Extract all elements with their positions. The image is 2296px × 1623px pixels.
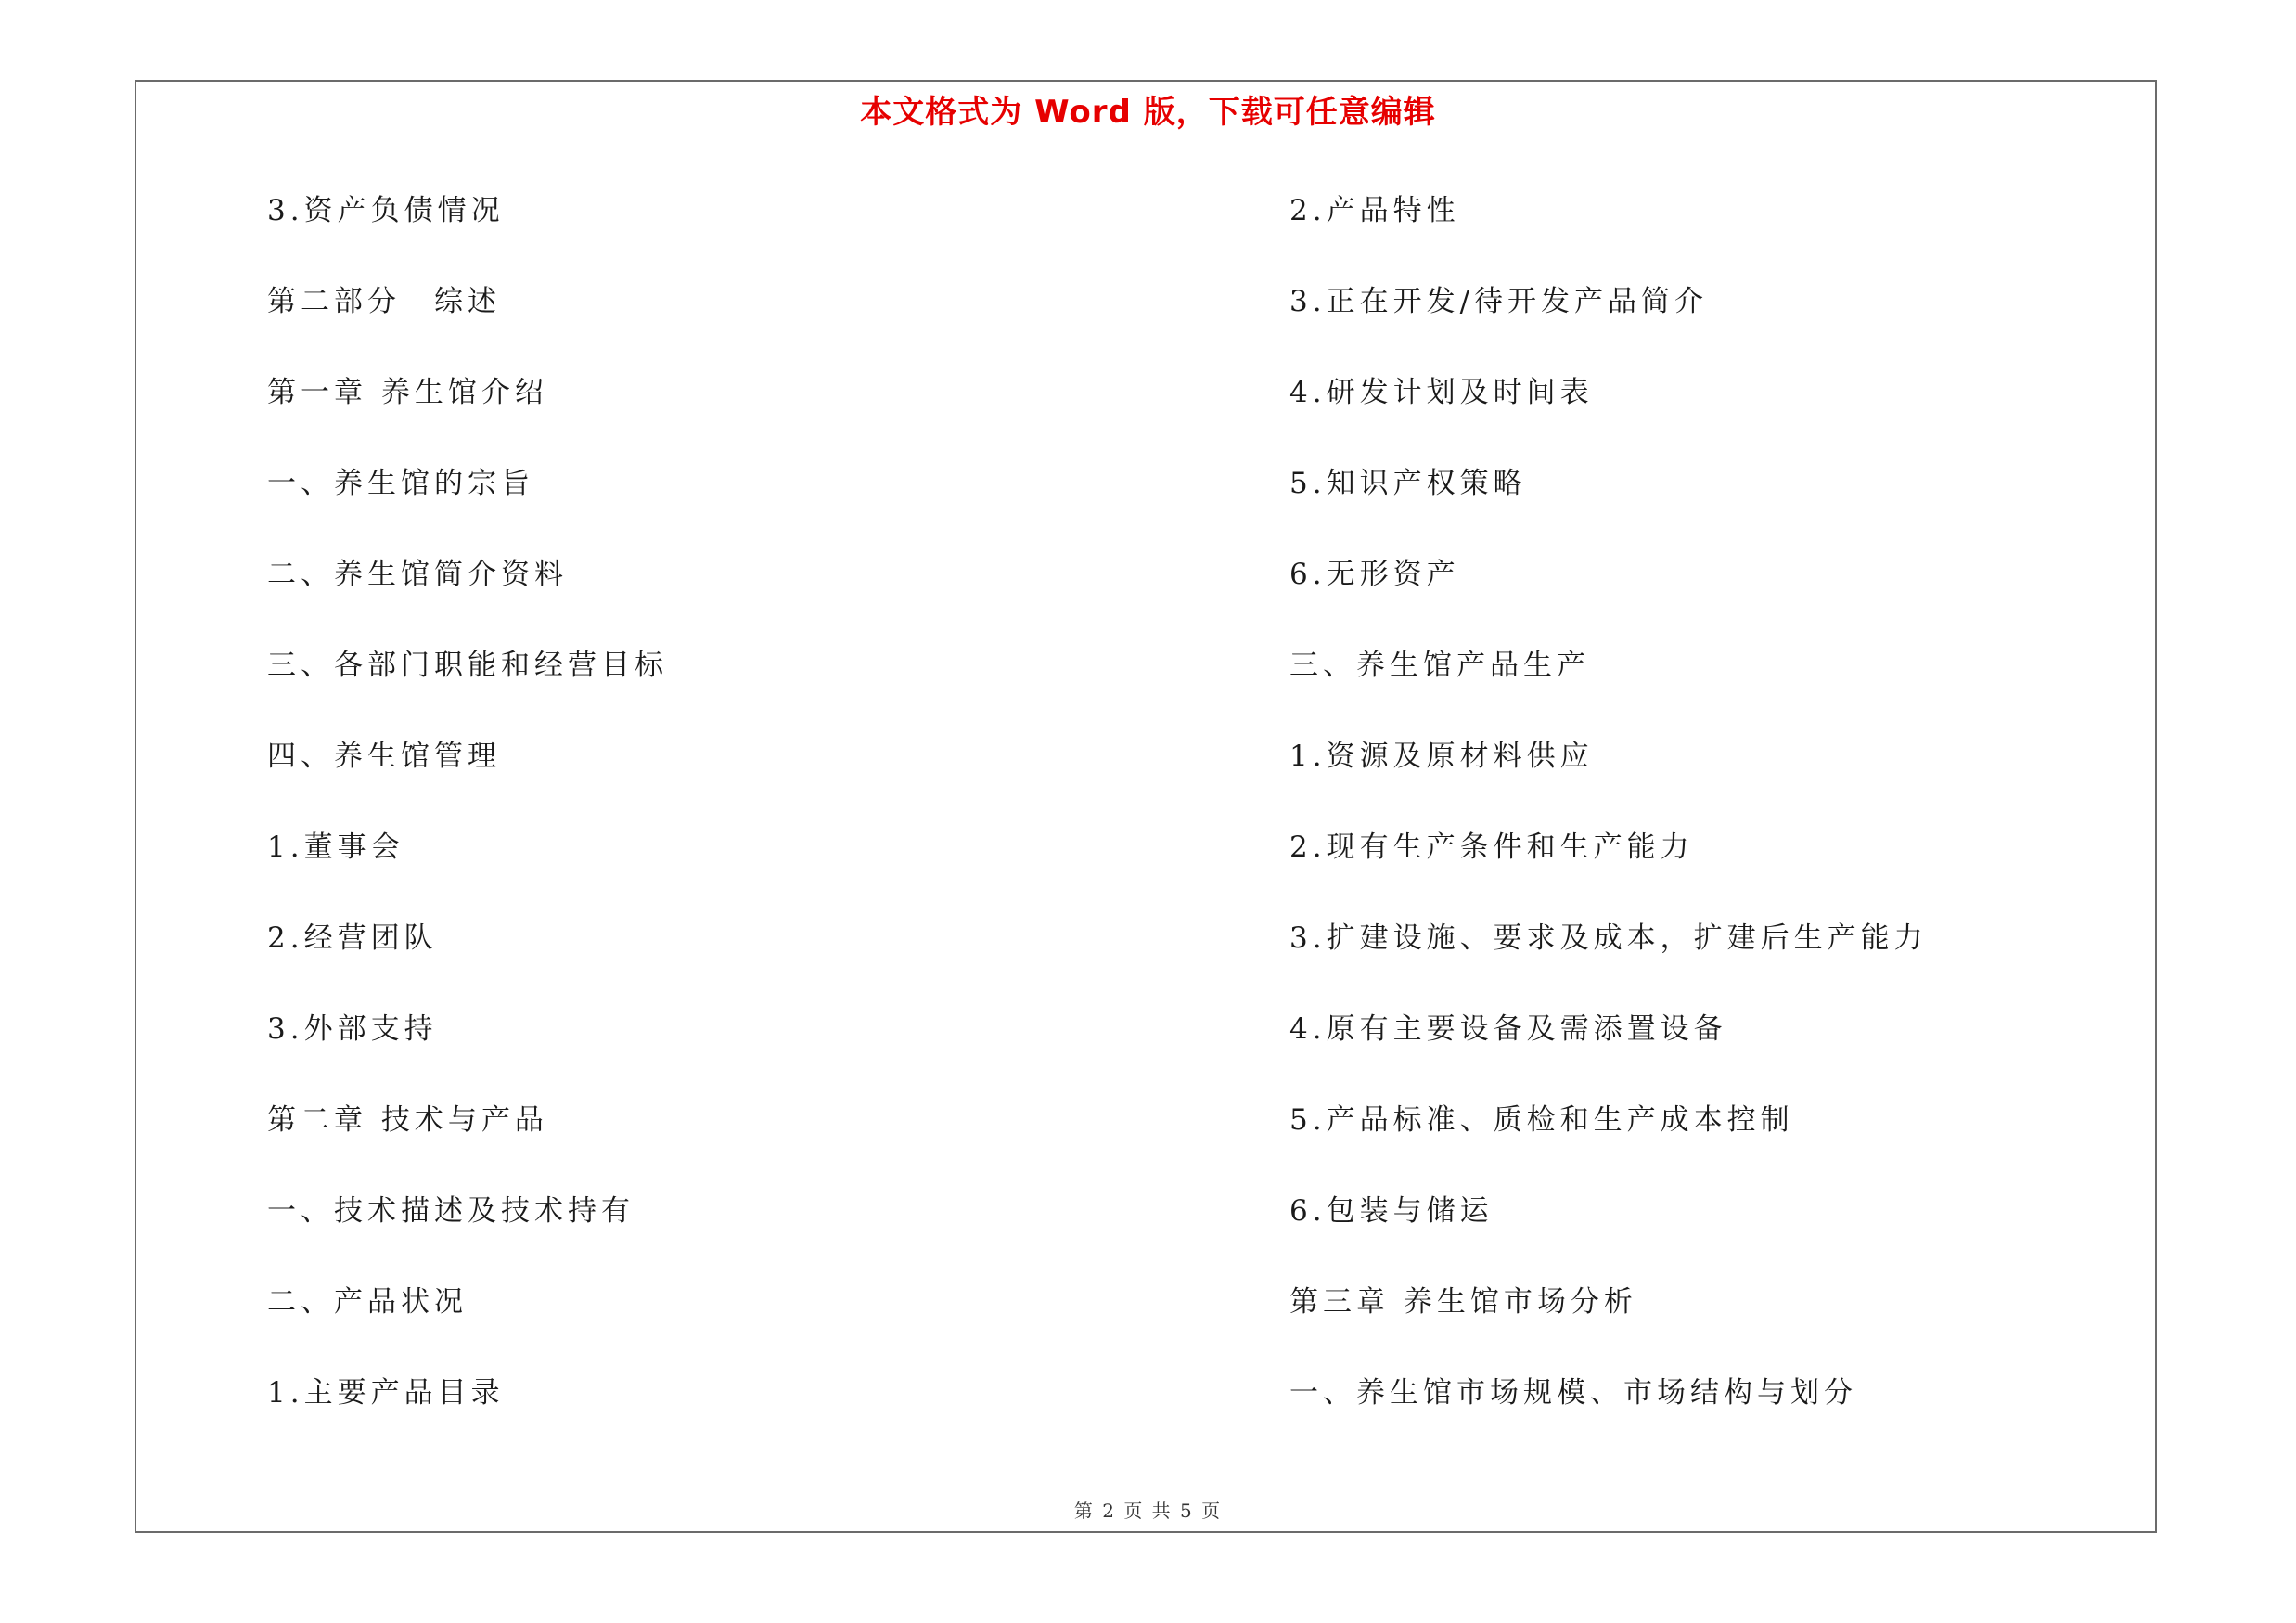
toc-entry: 一、养生馆的宗旨 [267, 467, 534, 500]
toc-entry: 二、养生馆简介资料 [267, 558, 568, 591]
toc-entry: 4.原有主要设备及需添置设备 [1289, 1012, 1727, 1046]
toc-left-column [267, 186, 668, 1459]
toc-entry: 四、养生馆管理 [267, 740, 501, 773]
toc-entry: 一、技术描述及技术持有 [267, 1194, 635, 1228]
toc-entry: 第二部分 综述 [267, 285, 501, 318]
toc-entry: 5.知识产权策略 [1289, 467, 1527, 500]
toc-entry: 2.经营团队 [267, 921, 438, 955]
toc-entry: 3.扩建设施、要求及成本，扩建后生产能力 [1289, 921, 1928, 955]
toc-entry: 3.外部支持 [267, 1012, 438, 1046]
toc-entry: 2.现有生产条件和生产能力 [1289, 831, 1694, 864]
toc-entry: 第二章 技术与产品 [267, 1103, 548, 1137]
toc-entry: 1.资源及原材料供应 [1289, 740, 1594, 773]
toc-entry: 6.包装与储运 [1289, 1194, 1494, 1228]
toc-entry: 4.研发计划及时间表 [1289, 376, 1594, 409]
toc-right-column [1289, 186, 1928, 1459]
toc-entry: 一、养生馆市场规模、市场结构与划分 [1289, 1376, 1857, 1410]
toc-entry: 1.主要产品目录 [267, 1376, 505, 1410]
toc-entry: 3.正在开发/待开发产品简介 [1289, 285, 1709, 318]
toc-entry: 5.产品标准、质检和生产成本控制 [1289, 1103, 1794, 1137]
toc-entry: 三、各部门职能和经营目标 [267, 649, 668, 682]
toc-entry: 3.资产负债情况 [267, 194, 505, 227]
toc-entry: 三、养生馆产品生产 [1289, 649, 1590, 682]
toc-entry: 2.产品特性 [1289, 194, 1460, 227]
toc-entry: 6.无形资产 [1289, 558, 1460, 591]
toc-entry: 1.董事会 [267, 831, 404, 864]
page-number-footer: 第 2 页 共 5 页 [1073, 1500, 1223, 1522]
toc-entry: 二、产品状况 [267, 1285, 468, 1319]
toc-entry: 第一章 养生馆介绍 [267, 376, 548, 409]
toc-entry: 第三章 养生馆市场分析 [1289, 1285, 1637, 1319]
format-notice-banner: 本文格式为 Word 版，下载可任意编辑 [860, 94, 1436, 131]
